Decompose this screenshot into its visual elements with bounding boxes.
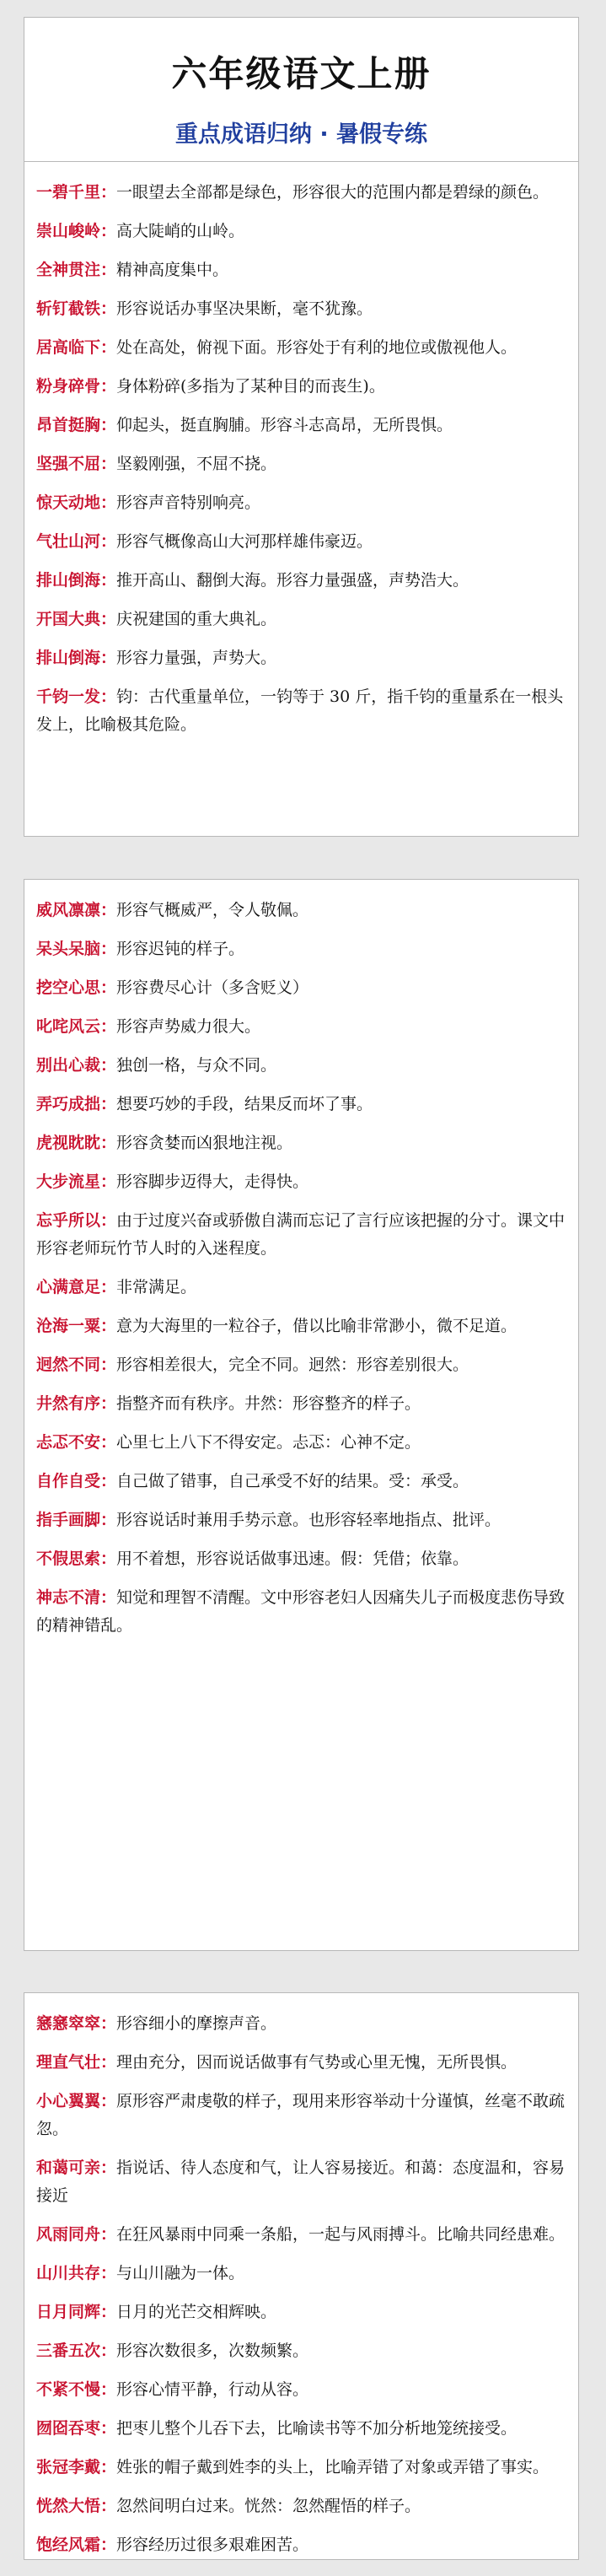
idiom-term: 井然有序： [36,1394,117,1413]
idiom-entry [36,1168,568,1196]
idiom-entry [36,334,568,362]
idiom-definition: 把枣儿整个儿吞下去，比喻读书等不加分析地笼统接受。 [116,2419,518,2438]
idiom-definition: 形容说话时兼用手势示意。也形容轻率地指点、批评。 [116,1511,501,1529]
idiom-definition: 指整齐而有秩序。井然：形容整齐的样子。 [116,1394,421,1413]
idiom-definition: 自己做了错事，自己承受不好的结果。受：承受。 [116,1472,469,1490]
idiom-definition: 形容细小的摩擦声音。 [116,2014,277,2033]
idiom-term: 不假思索： [36,1549,117,1568]
idiom-term: 叱咤风云： [36,1017,117,1036]
idiom-definition: 推开高山、翻倒大海。形容力量强盛，声势浩大。 [116,571,469,590]
idiom-term: 张冠李戴： [36,2458,117,2476]
idiom-entry [36,2415,568,2443]
idiom-definition: 理由充分，因而说话做事有气势或心里无愧，无所畏惧。 [116,2053,518,2072]
idiom-definition: 由于过度兴奋或骄傲自满而忘记了言行应该把握的分寸。课文中形容老师玩竹节人时的入迷程度。 [36,1211,566,1258]
idiom-term: 坚强不屈： [36,455,117,473]
idiom-term: 惊天动地： [36,493,117,512]
idiom-entry [36,683,568,739]
idiom-entry [36,1274,568,1301]
idiom-definition: 与山川融为一体。 [116,2264,245,2282]
idiom-definition: 坚毅刚强，不屈不挠。 [116,455,277,473]
idiom-entry [36,2088,568,2143]
idiom-entry [36,373,568,401]
idiom-term: 三番五次： [36,2342,117,2360]
idiom-definition: 意为大海里的一粒谷子，借以比喻非常渺小，微不足道。 [116,1317,518,1335]
idiom-term: 饱经风霜： [36,2536,117,2554]
idiom-section-1 [24,162,579,837]
idiom-entry [36,2010,568,2038]
idiom-term: 不紧不慢： [36,2380,117,2399]
idiom-definition: 形容次数很多，次数频繁。 [116,2342,309,2360]
idiom-term: 窸窸窣窣： [36,2014,117,2033]
idiom-entry [36,567,568,595]
idiom-definition: 形容经历过很多艰难困苦。 [116,2536,309,2554]
idiom-entry [36,2337,568,2365]
idiom-definition: 形容声音特别响亮。 [116,493,261,512]
idiom-definition: 精神高度集中。 [116,261,229,279]
idiom-term: 小心翼翼： [36,2092,117,2110]
idiom-list-2 [24,880,578,1640]
idiom-definition: 形容相差很大，完全不同。迥然：形容差别很大。 [116,1355,469,1374]
idiom-entry [36,489,568,517]
idiom-term: 排山倒海： [36,571,117,590]
idiom-definition: 形容说话办事坚决果断，毫不犹豫。 [116,299,373,318]
idiom-list-3 [24,1993,578,2559]
idiom-definition: 指说话、待人态度和气，让人容易接近。和蔼：态度温和，容易接近 [36,2158,566,2205]
idiom-definition: 形容声势威力很大。 [116,1017,261,1036]
idiom-entry [36,1312,568,1340]
idiom-definition: 仰起头，挺直胸脯。形容斗志高昂，无所畏惧。 [116,416,453,434]
idiom-definition: 庆祝建国的重大典礼。 [116,610,277,628]
idiom-entry [36,1351,568,1379]
idiom-term: 山川共存： [36,2264,117,2282]
idiom-entry [36,606,568,633]
idiom-term: 忐忑不安： [36,1433,117,1452]
idiom-term: 排山倒海： [36,649,117,667]
idiom-entry [36,644,568,672]
idiom-definition: 钧：古代重量单位，一钧等于 30 斤，指千钧的重量系在一根头发上，比喻极其危险。 [36,687,564,734]
idiom-entry [36,1584,568,1640]
idiom-entry [36,450,568,478]
idiom-entry [36,1506,568,1534]
idiom-definition: 非常满足。 [116,1278,197,1296]
idiom-term: 虎视眈眈： [36,1134,117,1152]
idiom-entry [36,295,568,323]
idiom-definition: 知觉和理智不清醒。文中形容老妇人因痛失儿子而极度悲伤导致的精神错乱。 [36,1588,566,1635]
idiom-term: 囫囵吞枣： [36,2419,117,2438]
idiom-entry [36,179,568,207]
idiom-entry [36,2454,568,2482]
idiom-term: 日月同辉： [36,2303,117,2321]
idiom-entry [36,2298,568,2326]
idiom-entry [36,935,568,963]
idiom-entry [36,2492,568,2520]
idiom-definition: 在狂风暴雨中同乘一条船，一起与风雨搏斗。比喻共同经患难。 [116,2225,566,2244]
idiom-entry [36,1052,568,1080]
idiom-term: 神志不清： [36,1588,117,1607]
idiom-entry [36,1013,568,1041]
idiom-entry [36,256,568,284]
idiom-entry [36,218,568,245]
idiom-term: 昂首挺胸： [36,416,117,434]
idiom-definition: 形容气概威严，令人敬佩。 [116,901,309,919]
idiom-definition: 想要巧妙的手段，结果反而坏了事。 [116,1095,373,1113]
idiom-entry [36,897,568,924]
idiom-entry [36,1545,568,1573]
idiom-definition: 形容迟钝的样子。 [116,940,245,958]
idiom-term: 千钧一发： [36,687,117,706]
idiom-definition: 形容脚步迈得大，走得快。 [116,1172,309,1191]
idiom-term: 自作自受： [36,1472,117,1490]
idiom-entry [36,528,568,556]
idiom-entry [36,1468,568,1495]
idiom-definition: 处在高处，俯视下面。形容处于有利的地位或傲视他人。 [116,338,518,357]
idiom-entry [36,2376,568,2404]
idiom-term: 气壮山河： [36,532,117,551]
idiom-entry [36,1129,568,1157]
idiom-definition: 形容费尽心计（多含贬义） [116,978,309,997]
idiom-entry [36,1429,568,1457]
idiom-term: 忘乎所以： [36,1211,117,1230]
idiom-definition: 姓张的帽子戴到姓李的头上，比喻弄错了对象或弄错了事实。 [116,2458,550,2476]
idiom-term: 挖空心思： [36,978,117,997]
idiom-entry [36,1091,568,1118]
idiom-definition: 形容贪婪而凶狠地注视。 [116,1134,293,1152]
idiom-term: 别出心裁： [36,1056,117,1075]
idiom-entry [36,2221,568,2249]
idiom-section-3 [24,1992,579,2560]
idiom-definition: 形容力量强，声势大。 [116,649,277,667]
idiom-term: 呆头呆脑： [36,940,117,958]
idiom-term: 心满意足： [36,1278,117,1296]
idiom-definition: 形容气概像高山大河那样雄伟豪迈。 [116,532,373,551]
idiom-definition: 用不着想，形容说话做事迅速。假：凭借；依靠。 [116,1549,469,1568]
idiom-list-1 [24,162,578,739]
idiom-term: 崇山峻岭： [36,222,117,240]
idiom-entry [36,412,568,439]
idiom-entry [36,1390,568,1418]
idiom-entry [36,1207,568,1263]
idiom-term: 居高临下： [36,338,117,357]
idiom-term: 斩钉截铁： [36,299,117,318]
idiom-definition: 原形容严肃虔敬的样子，现用来形容举动十分谨慎，丝毫不敢疏忽。 [36,2092,566,2138]
idiom-term: 迥然不同： [36,1355,117,1374]
idiom-definition: 心里七上八下不得安定。忐忑：心神不定。 [116,1433,421,1452]
idiom-term: 全神贯注： [36,261,117,279]
idiom-definition: 一眼望去全部都是绿色，形容很大的范围内都是碧绿的颜色。 [116,183,550,202]
idiom-term: 沧海一粟： [36,1317,117,1335]
idiom-definition: 身体粉碎(多指为了某种目的而丧生)。 [116,377,385,396]
idiom-entry [36,974,568,1002]
idiom-entry [36,2531,568,2559]
idiom-term: 粉身碎骨： [36,377,117,396]
idiom-entry [36,2154,568,2210]
idiom-definition: 忽然间明白过来。恍然：忽然醒悟的样子。 [116,2497,421,2515]
idiom-term: 和蔼可亲： [36,2158,117,2177]
idiom-term: 一碧千里： [36,183,117,202]
idiom-term: 威风凛凛： [36,901,117,919]
idiom-definition: 高大陡峭的山岭。 [116,222,245,240]
idiom-entry [36,2049,568,2077]
idiom-term: 恍然大悟： [36,2497,117,2515]
idiom-term: 开国大典： [36,610,117,628]
idiom-term: 理直气壮： [36,2053,117,2072]
idiom-entry [36,2260,568,2288]
page-title: 六年级语文上册 [171,53,432,94]
idiom-term: 弄巧成拙： [36,1095,117,1113]
header-card [24,17,579,162]
idiom-term: 指手画脚： [36,1511,117,1529]
idiom-definition: 日月的光芒交相辉映。 [116,2303,277,2321]
idiom-term: 风雨同舟： [36,2225,117,2244]
idiom-term: 大步流星： [36,1172,117,1191]
idiom-definition: 独创一格，与众不同。 [116,1056,277,1075]
idiom-section-2 [24,879,579,1951]
page-subtitle: 重点成语归纳 · 暑假专练 [174,121,428,148]
idiom-definition: 形容心情平静，行动从容。 [116,2380,309,2399]
